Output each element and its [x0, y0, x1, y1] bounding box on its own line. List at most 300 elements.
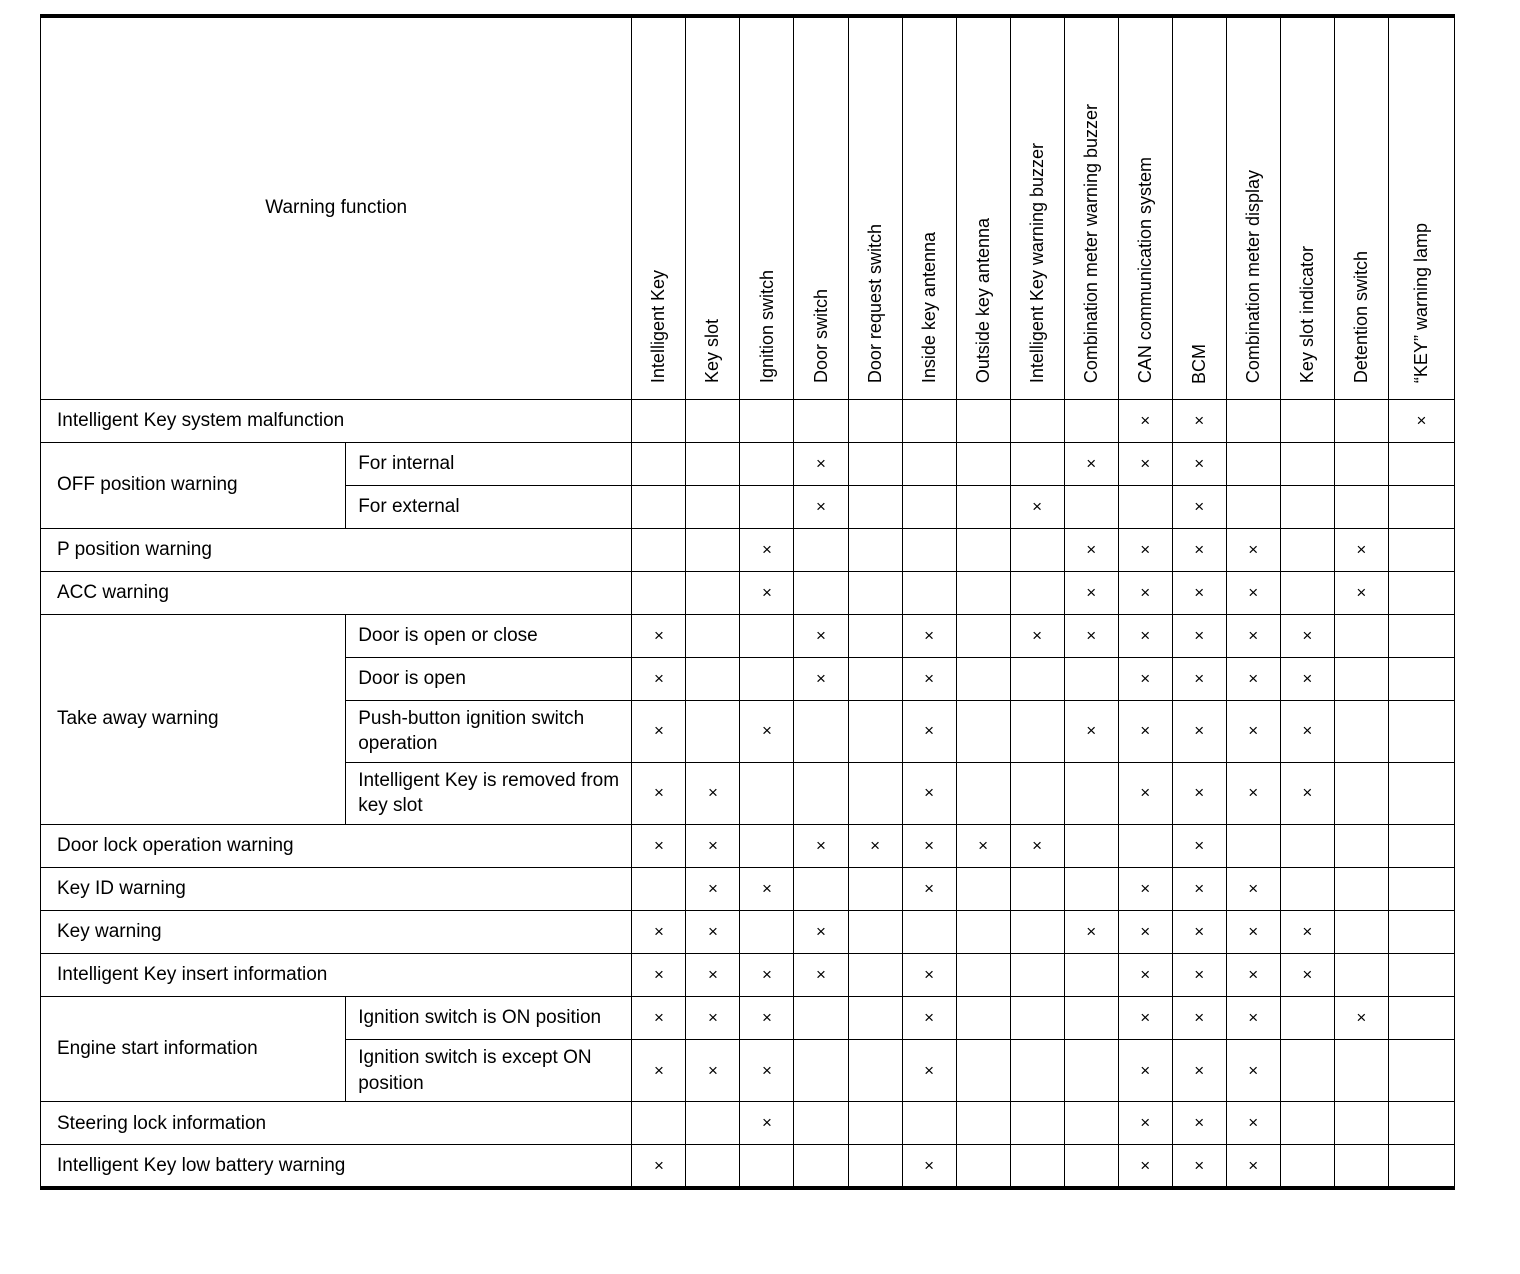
- corner-header-warning-function: Warning function: [41, 16, 632, 399]
- mark-cell-x: ×: [1172, 700, 1226, 762]
- column-header-label: Intelligent Key warning buzzer: [1026, 143, 1047, 384]
- mark-cell-empty: [1280, 825, 1334, 868]
- mark-cell-empty: [1388, 911, 1454, 954]
- column-header: [848, 16, 902, 399]
- mark-cell-x: ×: [740, 528, 794, 571]
- mark-cell-empty: [740, 911, 794, 954]
- mark-cell-x: ×: [794, 614, 848, 657]
- row-label: Intelligent Key system malfunction: [41, 399, 632, 442]
- mark-cell-empty: [794, 1040, 848, 1102]
- mark-cell-empty: [1118, 485, 1172, 528]
- mark-cell-empty: [1334, 399, 1388, 442]
- mark-cell-empty: [902, 1102, 956, 1145]
- group-label: OFF position warning: [41, 442, 346, 528]
- mark-cell-empty: [848, 954, 902, 997]
- table-row: [41, 1102, 1455, 1145]
- mark-cell-empty: [956, 528, 1010, 571]
- mark-cell-empty: [632, 1102, 686, 1145]
- column-header-label: CAN communication system: [1134, 157, 1155, 384]
- mark-cell-x: ×: [740, 571, 794, 614]
- mark-cell-empty: [1280, 442, 1334, 485]
- column-header-label: Inside key antenna: [918, 232, 939, 384]
- warning-matrix-body: [41, 399, 1455, 1188]
- column-header: [1064, 16, 1118, 399]
- mark-cell-x: ×: [1226, 1145, 1280, 1188]
- mark-cell-empty: [1388, 1040, 1454, 1102]
- mark-cell-empty: [1064, 1040, 1118, 1102]
- mark-cell-x: ×: [632, 762, 686, 824]
- mark-cell-x: ×: [902, 700, 956, 762]
- mark-cell-x: ×: [1064, 442, 1118, 485]
- mark-cell-empty: [1064, 997, 1118, 1040]
- mark-cell-x: ×: [794, 954, 848, 997]
- mark-cell-empty: [686, 399, 740, 442]
- column-header-label: Door switch: [810, 289, 831, 384]
- mark-cell-empty: [1064, 954, 1118, 997]
- mark-cell-x: ×: [1172, 528, 1226, 571]
- mark-cell-x: ×: [1172, 911, 1226, 954]
- column-header: [1280, 16, 1334, 399]
- row-label: Key warning: [41, 911, 632, 954]
- mark-cell-x: ×: [1280, 700, 1334, 762]
- column-header: [1388, 16, 1454, 399]
- mark-cell-empty: [956, 868, 1010, 911]
- mark-cell-x: ×: [1172, 485, 1226, 528]
- mark-cell-empty: [740, 485, 794, 528]
- mark-cell-empty: [848, 528, 902, 571]
- mark-cell-empty: [740, 399, 794, 442]
- mark-cell-empty: [902, 442, 956, 485]
- mark-cell-x: ×: [632, 911, 686, 954]
- mark-cell-empty: [632, 399, 686, 442]
- mark-cell-x: ×: [1172, 614, 1226, 657]
- mark-cell-empty: [956, 614, 1010, 657]
- column-header-label: Intelligent Key: [648, 270, 669, 384]
- table-row: [41, 825, 1455, 868]
- column-header-label: Combination meter warning buzzer: [1080, 104, 1101, 384]
- mark-cell-x: ×: [632, 700, 686, 762]
- mark-cell-empty: [848, 485, 902, 528]
- table-row: [41, 442, 1455, 485]
- column-header-label: Combination meter display: [1242, 170, 1263, 384]
- mark-cell-x: ×: [1118, 1040, 1172, 1102]
- table-row: [41, 528, 1455, 571]
- mark-cell-empty: [1280, 399, 1334, 442]
- mark-cell-empty: [1010, 442, 1064, 485]
- mark-cell-empty: [1118, 825, 1172, 868]
- mark-cell-empty: [1388, 485, 1454, 528]
- mark-cell-x: ×: [1118, 399, 1172, 442]
- mark-cell-empty: [1388, 528, 1454, 571]
- mark-cell-empty: [1388, 825, 1454, 868]
- mark-cell-empty: [740, 657, 794, 700]
- mark-cell-empty: [956, 762, 1010, 824]
- mark-cell-empty: [1010, 1145, 1064, 1188]
- mark-cell-x: ×: [1226, 614, 1280, 657]
- table-header: [41, 16, 1455, 399]
- column-header: [686, 16, 740, 399]
- mark-cell-x: ×: [1118, 762, 1172, 824]
- mark-cell-x: ×: [1226, 1040, 1280, 1102]
- mark-cell-x: ×: [632, 1145, 686, 1188]
- mark-cell-empty: [1064, 657, 1118, 700]
- mark-cell-x: ×: [902, 868, 956, 911]
- mark-cell-empty: [848, 657, 902, 700]
- column-header: [902, 16, 956, 399]
- mark-cell-x: ×: [1334, 997, 1388, 1040]
- row-label: P position warning: [41, 528, 632, 571]
- mark-cell-empty: [956, 571, 1010, 614]
- mark-cell-empty: [1280, 1145, 1334, 1188]
- mark-cell-empty: [1010, 528, 1064, 571]
- mark-cell-empty: [848, 1145, 902, 1188]
- table-row: [41, 997, 1455, 1040]
- column-header: [1118, 16, 1172, 399]
- mark-cell-empty: [848, 762, 902, 824]
- mark-cell-x: ×: [956, 825, 1010, 868]
- mark-cell-empty: [1010, 399, 1064, 442]
- mark-cell-empty: [1010, 657, 1064, 700]
- table-row: [41, 1145, 1455, 1188]
- mark-cell-empty: [1064, 1145, 1118, 1188]
- column-header-label: BCM: [1188, 343, 1209, 384]
- mark-cell-empty: [686, 571, 740, 614]
- mark-cell-empty: [1010, 700, 1064, 762]
- mark-cell-x: ×: [686, 954, 740, 997]
- mark-cell-empty: [902, 911, 956, 954]
- table-row: [41, 571, 1455, 614]
- mark-cell-x: ×: [1280, 657, 1334, 700]
- mark-cell-x: ×: [1172, 762, 1226, 824]
- mark-cell-empty: [848, 399, 902, 442]
- mark-cell-empty: [1010, 571, 1064, 614]
- mark-cell-x: ×: [1172, 1102, 1226, 1145]
- mark-cell-x: ×: [1226, 762, 1280, 824]
- mark-cell-empty: [1010, 997, 1064, 1040]
- mark-cell-x: ×: [1388, 399, 1454, 442]
- mark-cell-x: ×: [902, 1040, 956, 1102]
- mark-cell-x: ×: [632, 657, 686, 700]
- column-header-label: Outside key antenna: [972, 218, 993, 384]
- mark-cell-empty: [686, 700, 740, 762]
- mark-cell-empty: [1280, 571, 1334, 614]
- mark-cell-x: ×: [1334, 571, 1388, 614]
- sub-label: Door is open or close: [346, 614, 632, 657]
- mark-cell-x: ×: [1172, 657, 1226, 700]
- mark-cell-empty: [1388, 657, 1454, 700]
- mark-cell-x: ×: [1064, 614, 1118, 657]
- mark-cell-x: ×: [1226, 571, 1280, 614]
- group-label: Engine start information: [41, 997, 346, 1102]
- mark-cell-x: ×: [1118, 614, 1172, 657]
- row-label: Intelligent Key low battery warning: [41, 1145, 632, 1188]
- mark-cell-x: ×: [740, 1102, 794, 1145]
- mark-cell-x: ×: [794, 485, 848, 528]
- mark-cell-x: ×: [740, 700, 794, 762]
- column-header: [1226, 16, 1280, 399]
- mark-cell-empty: [1334, 1040, 1388, 1102]
- column-header-label: “KEY” warning lamp: [1410, 223, 1431, 384]
- sub-label: Door is open: [346, 657, 632, 700]
- row-label: Key ID warning: [41, 868, 632, 911]
- mark-cell-empty: [1334, 442, 1388, 485]
- mark-cell-empty: [632, 485, 686, 528]
- mark-cell-empty: [956, 911, 1010, 954]
- mark-cell-empty: [1388, 442, 1454, 485]
- mark-cell-x: ×: [740, 868, 794, 911]
- sub-label: Ignition switch is ON position: [346, 997, 632, 1040]
- mark-cell-empty: [794, 762, 848, 824]
- sub-label: Intelligent Key is removed from key slot: [346, 762, 632, 824]
- mark-cell-empty: [848, 571, 902, 614]
- column-header-label: Door request switch: [864, 224, 885, 384]
- mark-cell-empty: [794, 571, 848, 614]
- mark-cell-empty: [956, 997, 1010, 1040]
- mark-cell-empty: [740, 1145, 794, 1188]
- mark-cell-x: ×: [1118, 442, 1172, 485]
- mark-cell-x: ×: [1280, 954, 1334, 997]
- mark-cell-x: ×: [1280, 911, 1334, 954]
- mark-cell-empty: [740, 442, 794, 485]
- mark-cell-empty: [1226, 485, 1280, 528]
- mark-cell-x: ×: [1172, 825, 1226, 868]
- mark-cell-x: ×: [740, 997, 794, 1040]
- column-header-label: Detention switch: [1350, 251, 1371, 384]
- mark-cell-x: ×: [902, 614, 956, 657]
- group-label: Take away warning: [41, 614, 346, 825]
- mark-cell-x: ×: [686, 762, 740, 824]
- mark-cell-x: ×: [1172, 997, 1226, 1040]
- mark-cell-x: ×: [1226, 1102, 1280, 1145]
- mark-cell-empty: [1334, 825, 1388, 868]
- sub-label: For external: [346, 485, 632, 528]
- mark-cell-empty: [686, 657, 740, 700]
- mark-cell-empty: [686, 485, 740, 528]
- column-header: [740, 16, 794, 399]
- mark-cell-x: ×: [632, 825, 686, 868]
- mark-cell-empty: [632, 868, 686, 911]
- mark-cell-empty: [1388, 700, 1454, 762]
- sub-label: For internal: [346, 442, 632, 485]
- mark-cell-x: ×: [1118, 1145, 1172, 1188]
- mark-cell-empty: [1334, 700, 1388, 762]
- mark-cell-empty: [848, 700, 902, 762]
- mark-cell-empty: [1064, 399, 1118, 442]
- mark-cell-x: ×: [1118, 997, 1172, 1040]
- mark-cell-x: ×: [1172, 954, 1226, 997]
- mark-cell-empty: [1010, 1102, 1064, 1145]
- mark-cell-empty: [902, 528, 956, 571]
- sub-label: Ignition switch is except ON position: [346, 1040, 632, 1102]
- table-row: [41, 868, 1455, 911]
- mark-cell-x: ×: [632, 614, 686, 657]
- mark-cell-x: ×: [1064, 911, 1118, 954]
- mark-cell-x: ×: [1280, 762, 1334, 824]
- mark-cell-empty: [1010, 762, 1064, 824]
- mark-cell-empty: [686, 614, 740, 657]
- mark-cell-x: ×: [902, 1145, 956, 1188]
- table-row: [41, 399, 1455, 442]
- sub-label: Push-button ignition switch operation: [346, 700, 632, 762]
- mark-cell-x: ×: [740, 954, 794, 997]
- mark-cell-empty: [1334, 614, 1388, 657]
- mark-cell-empty: [1334, 868, 1388, 911]
- mark-cell-x: ×: [902, 997, 956, 1040]
- mark-cell-empty: [1388, 954, 1454, 997]
- mark-cell-empty: [686, 442, 740, 485]
- mark-cell-x: ×: [1226, 997, 1280, 1040]
- mark-cell-empty: [794, 997, 848, 1040]
- mark-cell-x: ×: [902, 954, 956, 997]
- mark-cell-empty: [740, 825, 794, 868]
- mark-cell-empty: [848, 1040, 902, 1102]
- mark-cell-empty: [902, 485, 956, 528]
- mark-cell-x: ×: [1172, 1040, 1226, 1102]
- mark-cell-empty: [1280, 868, 1334, 911]
- mark-cell-x: ×: [740, 1040, 794, 1102]
- mark-cell-x: ×: [686, 997, 740, 1040]
- mark-cell-empty: [1280, 1102, 1334, 1145]
- mark-cell-empty: [1010, 1040, 1064, 1102]
- mark-cell-x: ×: [1118, 657, 1172, 700]
- mark-cell-empty: [794, 1145, 848, 1188]
- mark-cell-x: ×: [848, 825, 902, 868]
- mark-cell-empty: [848, 997, 902, 1040]
- mark-cell-x: ×: [794, 825, 848, 868]
- mark-cell-x: ×: [1118, 700, 1172, 762]
- mark-cell-empty: [1010, 911, 1064, 954]
- mark-cell-empty: [848, 442, 902, 485]
- mark-cell-empty: [848, 868, 902, 911]
- mark-cell-x: ×: [1280, 614, 1334, 657]
- mark-cell-empty: [794, 868, 848, 911]
- mark-cell-empty: [794, 1102, 848, 1145]
- mark-cell-empty: [956, 1145, 1010, 1188]
- row-label: ACC warning: [41, 571, 632, 614]
- mark-cell-empty: [1334, 1145, 1388, 1188]
- mark-cell-empty: [686, 1145, 740, 1188]
- mark-cell-x: ×: [1226, 528, 1280, 571]
- row-label: Intelligent Key insert information: [41, 954, 632, 997]
- mark-cell-x: ×: [1118, 954, 1172, 997]
- mark-cell-x: ×: [1172, 1145, 1226, 1188]
- mark-cell-empty: [1064, 868, 1118, 911]
- mark-cell-x: ×: [1010, 485, 1064, 528]
- mark-cell-empty: [1334, 1102, 1388, 1145]
- column-header-label: Key slot indicator: [1296, 246, 1317, 384]
- mark-cell-empty: [740, 762, 794, 824]
- mark-cell-empty: [1280, 485, 1334, 528]
- column-header: [1172, 16, 1226, 399]
- mark-cell-x: ×: [794, 442, 848, 485]
- mark-cell-x: ×: [902, 762, 956, 824]
- mark-cell-x: ×: [902, 657, 956, 700]
- mark-cell-empty: [1064, 1102, 1118, 1145]
- mark-cell-x: ×: [1010, 825, 1064, 868]
- mark-cell-empty: [956, 1040, 1010, 1102]
- row-label: Door lock operation warning: [41, 825, 632, 868]
- mark-cell-empty: [1280, 528, 1334, 571]
- mark-cell-empty: [1064, 825, 1118, 868]
- mark-cell-empty: [794, 528, 848, 571]
- mark-cell-empty: [740, 614, 794, 657]
- mark-cell-x: ×: [1010, 614, 1064, 657]
- mark-cell-x: ×: [1064, 571, 1118, 614]
- mark-cell-x: ×: [632, 997, 686, 1040]
- mark-cell-x: ×: [1334, 528, 1388, 571]
- mark-cell-x: ×: [902, 825, 956, 868]
- mark-cell-empty: [1388, 614, 1454, 657]
- mark-cell-x: ×: [632, 954, 686, 997]
- mark-cell-empty: [848, 911, 902, 954]
- mark-cell-x: ×: [1226, 911, 1280, 954]
- table-row: [41, 614, 1455, 657]
- mark-cell-empty: [632, 528, 686, 571]
- mark-cell-empty: [1388, 1102, 1454, 1145]
- mark-cell-empty: [902, 571, 956, 614]
- column-header: [632, 16, 686, 399]
- column-header-label: Key slot: [702, 319, 723, 384]
- mark-cell-x: ×: [632, 1040, 686, 1102]
- mark-cell-empty: [1010, 954, 1064, 997]
- mark-cell-empty: [956, 700, 1010, 762]
- mark-cell-empty: [1388, 571, 1454, 614]
- mark-cell-x: ×: [1118, 528, 1172, 571]
- mark-cell-empty: [1388, 997, 1454, 1040]
- column-header: [794, 16, 848, 399]
- mark-cell-empty: [956, 954, 1010, 997]
- mark-cell-x: ×: [686, 825, 740, 868]
- header-row: [41, 16, 1455, 399]
- mark-cell-x: ×: [1226, 954, 1280, 997]
- mark-cell-x: ×: [1064, 528, 1118, 571]
- mark-cell-empty: [686, 1102, 740, 1145]
- mark-cell-empty: [1280, 997, 1334, 1040]
- table-row: [41, 954, 1455, 997]
- mark-cell-x: ×: [1118, 868, 1172, 911]
- mark-cell-empty: [1010, 868, 1064, 911]
- mark-cell-empty: [1334, 911, 1388, 954]
- mark-cell-empty: [1388, 1145, 1454, 1188]
- mark-cell-x: ×: [686, 911, 740, 954]
- mark-cell-empty: [1388, 868, 1454, 911]
- column-header: [956, 16, 1010, 399]
- mark-cell-x: ×: [686, 1040, 740, 1102]
- warning-function-matrix-table: [40, 14, 1455, 1190]
- column-header: [1334, 16, 1388, 399]
- mark-cell-empty: [1388, 762, 1454, 824]
- mark-cell-x: ×: [1226, 868, 1280, 911]
- mark-cell-empty: [1334, 657, 1388, 700]
- mark-cell-empty: [848, 614, 902, 657]
- mark-cell-empty: [1226, 399, 1280, 442]
- mark-cell-empty: [956, 657, 1010, 700]
- mark-cell-empty: [956, 485, 1010, 528]
- mark-cell-empty: [632, 571, 686, 614]
- table-row: [41, 911, 1455, 954]
- mark-cell-x: ×: [1172, 571, 1226, 614]
- mark-cell-empty: [1064, 762, 1118, 824]
- mark-cell-empty: [1226, 825, 1280, 868]
- mark-cell-empty: [1064, 485, 1118, 528]
- mark-cell-x: ×: [1064, 700, 1118, 762]
- mark-cell-x: ×: [1226, 700, 1280, 762]
- mark-cell-x: ×: [1172, 868, 1226, 911]
- mark-cell-empty: [1334, 485, 1388, 528]
- mark-cell-empty: [848, 1102, 902, 1145]
- mark-cell-empty: [686, 528, 740, 571]
- mark-cell-empty: [794, 700, 848, 762]
